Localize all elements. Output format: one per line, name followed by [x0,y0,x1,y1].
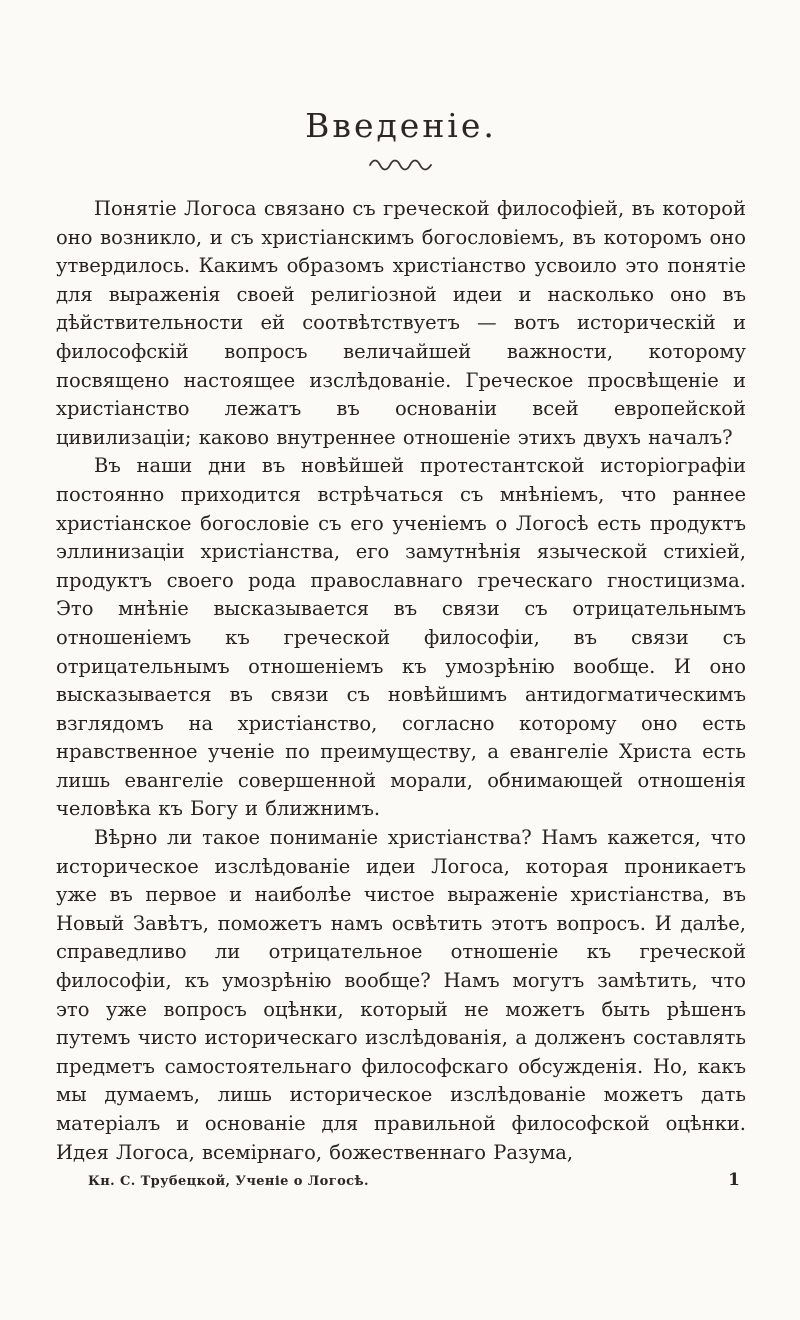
page-number: 1 [728,1170,740,1190]
squiggle-ornament-icon [56,157,746,171]
page-footer [88,1170,746,1190]
running-footer-signature: Кн. С. Трубецкой, Ученіе о Логосѣ. [88,1174,369,1189]
body-text [56,195,746,1167]
paragraph-1: Понятіе Логоса связано съ греческой философіей, въ которой оно возникло, и съ христіанскимъ богословіемъ, въ которомъ оно утвердилось. Какимъ образомъ христіанство усвоило это понятіе для выраженія своей религіозной идеи и насколько оно въ дѣйствительности ей соотвѣтствуетъ — вотъ историческій и философскій вопросъ величайшей важности, которому посвящено настоящее изслѣдованіе. Греческое просвѣщеніе и христіанство лежатъ въ основаніи всей европейской цивилизаціи; каково внутреннее отношеніе этихъ двухъ началъ? [56,197,746,449]
paragraph-2: Въ наши дни въ новѣйшей протестантской исторіографіи постоянно приходится встрѣчаться съ мнѣніемъ, что раннее христіанское богословіе съ его ученіемъ о Логосѣ есть продуктъ эллинизаціи христіанства, его замутнѣнія языческой стихіей, продуктъ своего рода православнаго греческаго гностицизма. Это мнѣніе высказывается въ связи съ отрицательнымъ отношеніемъ къ греческой философіи, въ связи съ отрицательнымъ отношеніемъ къ умозрѣнію вообще. И оно высказывается въ связи съ новѣйшимъ антидогматическимъ взглядомъ на христіанство, согласно которому оно есть нравственное ученіе по преимуществу, а евангеліе Христа есть лишь евангеліе совершенной морали, обнимающей отношенія человѣка къ Богу и ближнимъ. [56,454,746,821]
page-content [56,106,746,1167]
chapter-title: Введеніе. [305,106,497,145]
paragraph-3: Вѣрно ли такое пониманіе христіанства? Намъ кажется, что историческое изслѣдованіе идеи Логоса, которая проникаетъ уже въ первое и наиболѣе чистое выраженіе христіанства, въ Новый Завѣтъ, поможетъ намъ освѣтить этотъ вопросъ. И далѣе, справедливо ли отрицательное отношеніе къ греческой философіи, къ умозрѣнію вообще? Намъ могутъ замѣтить, что это уже вопросъ оцѣнки, который не можетъ быть рѣшенъ путемъ чисто историческаго изслѣдованія, а долженъ составлять предметъ самостоятельнаго философскаго обсужденія. Но, какъ мы думаемъ, лишь историческое изслѣдованіе можетъ дать матеріалъ и основаніе для правильной философской оцѣнки. Идея Логоса, всемірнаго, божественнаго Разума, [56,826,746,1164]
